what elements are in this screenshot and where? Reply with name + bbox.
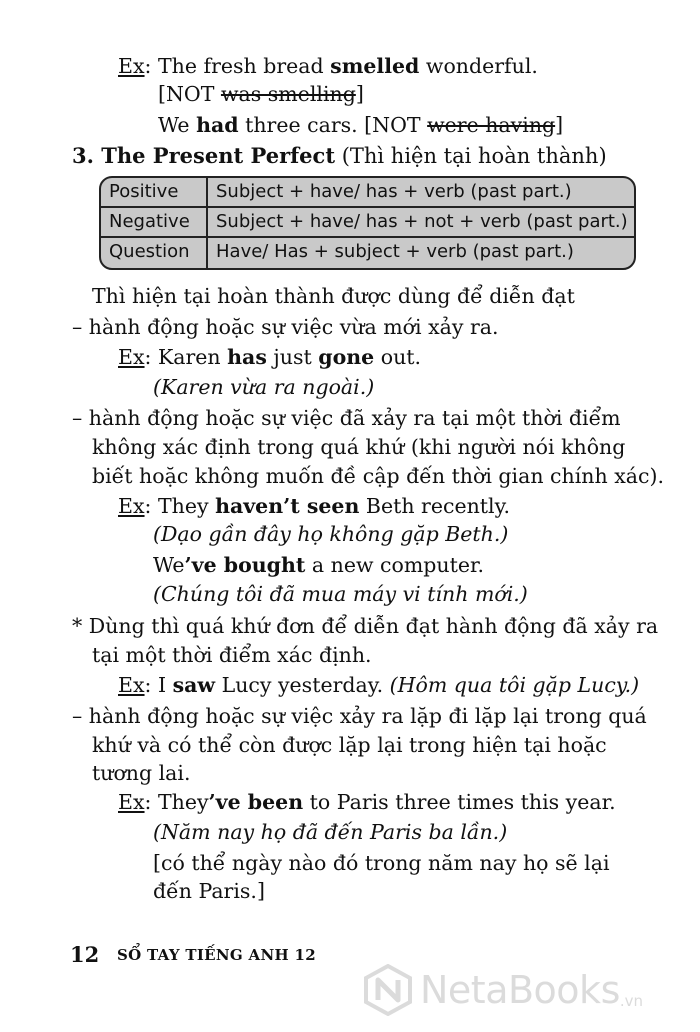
formula-text: Subject + have/ has + not + verb (past part.) bbox=[216, 211, 628, 232]
translation-line bbox=[153, 818, 507, 846]
ex-label: Ex bbox=[118, 494, 145, 518]
formula-text: Have/ Has + subject + verb (past part.) bbox=[216, 241, 574, 262]
formula-label: Negative bbox=[101, 208, 208, 236]
text: ] bbox=[555, 113, 564, 137]
example-line bbox=[118, 788, 616, 816]
note-line: * Dùng thì quá khứ đơn để diễn đạt hành động đã xảy ra bbox=[72, 614, 659, 638]
text: We bbox=[153, 553, 185, 577]
text: : Karen bbox=[144, 345, 228, 369]
example-line bbox=[158, 111, 563, 139]
text: Lucy yesterday. bbox=[215, 673, 390, 697]
text: just bbox=[266, 345, 319, 369]
not-note bbox=[158, 80, 364, 108]
paragraph-line: không xác định trong quá khứ (khi người nói không bbox=[92, 435, 626, 459]
paragraph-line: đến Paris.] bbox=[153, 879, 265, 903]
ex-label: Ex bbox=[118, 54, 145, 78]
watermark-suffix: .vn bbox=[619, 992, 644, 1010]
translation-text: (Chúng tôi đã mua máy vi tính mới.) bbox=[153, 582, 528, 606]
watermark-brand: NetaBooks bbox=[420, 968, 620, 1012]
text: [NOT bbox=[158, 82, 221, 106]
bold-verb: saw bbox=[172, 673, 216, 697]
bold-verb: gone bbox=[318, 345, 375, 369]
translation-line bbox=[153, 373, 374, 401]
heading-translation: (Thì hiện tại hoàn thành) bbox=[335, 144, 607, 168]
bold-verb: ’ve bought bbox=[184, 553, 306, 577]
formula-row-positive bbox=[101, 178, 634, 208]
struck-text: was smelling bbox=[220, 82, 356, 106]
text: to Paris three times this year. bbox=[303, 790, 616, 814]
example-line bbox=[118, 671, 639, 699]
netabooks-logo-icon bbox=[362, 964, 414, 1016]
bullet-line: – hành động hoặc sự việc vừa mới xảy ra. bbox=[72, 315, 499, 339]
paragraph-line: [có thể ngày nào đó trong năm nay họ sẽ lại bbox=[153, 851, 610, 875]
text: We bbox=[158, 113, 197, 137]
text: wonderful. bbox=[419, 54, 538, 78]
ex-label: Ex bbox=[118, 345, 145, 369]
text: : They bbox=[144, 494, 216, 518]
bold-verb: has bbox=[227, 345, 267, 369]
paragraph-line: khứ và có thể còn được lặp lại trong hiện tại hoặc bbox=[92, 733, 607, 757]
text: Beth recently. bbox=[359, 494, 510, 518]
example-line bbox=[118, 52, 538, 80]
paragraph-line: Thì hiện tại hoàn thành được dùng để diễn đạt bbox=[92, 284, 575, 308]
text: : I bbox=[144, 673, 173, 697]
bullet-line: – hành động hoặc sự việc xảy ra lặp đi lặp lại trong quá bbox=[72, 704, 647, 728]
translation-text: (Hôm qua tôi gặp Lucy.) bbox=[389, 673, 640, 697]
text: a new computer. bbox=[305, 553, 485, 577]
ex-label: Ex bbox=[118, 673, 145, 697]
formula-label: Question bbox=[101, 238, 208, 268]
translation-line bbox=[153, 520, 508, 548]
text: three cars. [NOT bbox=[238, 113, 428, 137]
text: out. bbox=[374, 345, 422, 369]
formula-row-question bbox=[101, 238, 634, 268]
watermark bbox=[362, 960, 643, 1020]
text: : The fresh bread bbox=[144, 54, 331, 78]
example-line bbox=[118, 492, 510, 520]
bold-verb: smelled bbox=[330, 54, 420, 78]
bold-verb: ’ve been bbox=[208, 790, 304, 814]
ex-label: Ex bbox=[118, 790, 145, 814]
section-heading bbox=[72, 142, 607, 170]
formula-row-negative bbox=[101, 208, 634, 238]
page-number: 12 bbox=[70, 942, 100, 967]
bold-verb: had bbox=[196, 113, 239, 137]
text: : They bbox=[144, 790, 209, 814]
bold-verb: haven’t seen bbox=[215, 494, 360, 518]
example-line bbox=[118, 343, 421, 371]
book-title: SỔ TAY TIẾNG ANH 12 bbox=[117, 946, 316, 964]
bullet-line: – hành động hoặc sự việc đã xảy ra tại một thời điểm bbox=[72, 406, 621, 430]
paragraph-line: biết hoặc không muốn đề cập đến thời gian chính xác). bbox=[92, 464, 664, 488]
text: ] bbox=[355, 82, 364, 106]
formula-table bbox=[99, 176, 636, 270]
translation-text: (Karen vừa ra ngoài.) bbox=[153, 375, 375, 399]
translation-line bbox=[153, 580, 528, 608]
heading-title: 3. The Present Perfect bbox=[72, 143, 336, 168]
formula-label: Positive bbox=[101, 178, 208, 206]
translation-text: (Năm nay họ đã đến Paris ba lần.) bbox=[153, 820, 508, 844]
example-line bbox=[153, 551, 484, 579]
paragraph-line: tương lai. bbox=[92, 761, 191, 785]
paragraph-line: tại một thời điểm xác định. bbox=[92, 643, 372, 667]
formula-text: Subject + have/ has + verb (past part.) bbox=[216, 181, 572, 202]
struck-text: were having bbox=[427, 113, 556, 137]
translation-text: (Dạo gần đây họ không gặp Beth.) bbox=[153, 522, 509, 546]
